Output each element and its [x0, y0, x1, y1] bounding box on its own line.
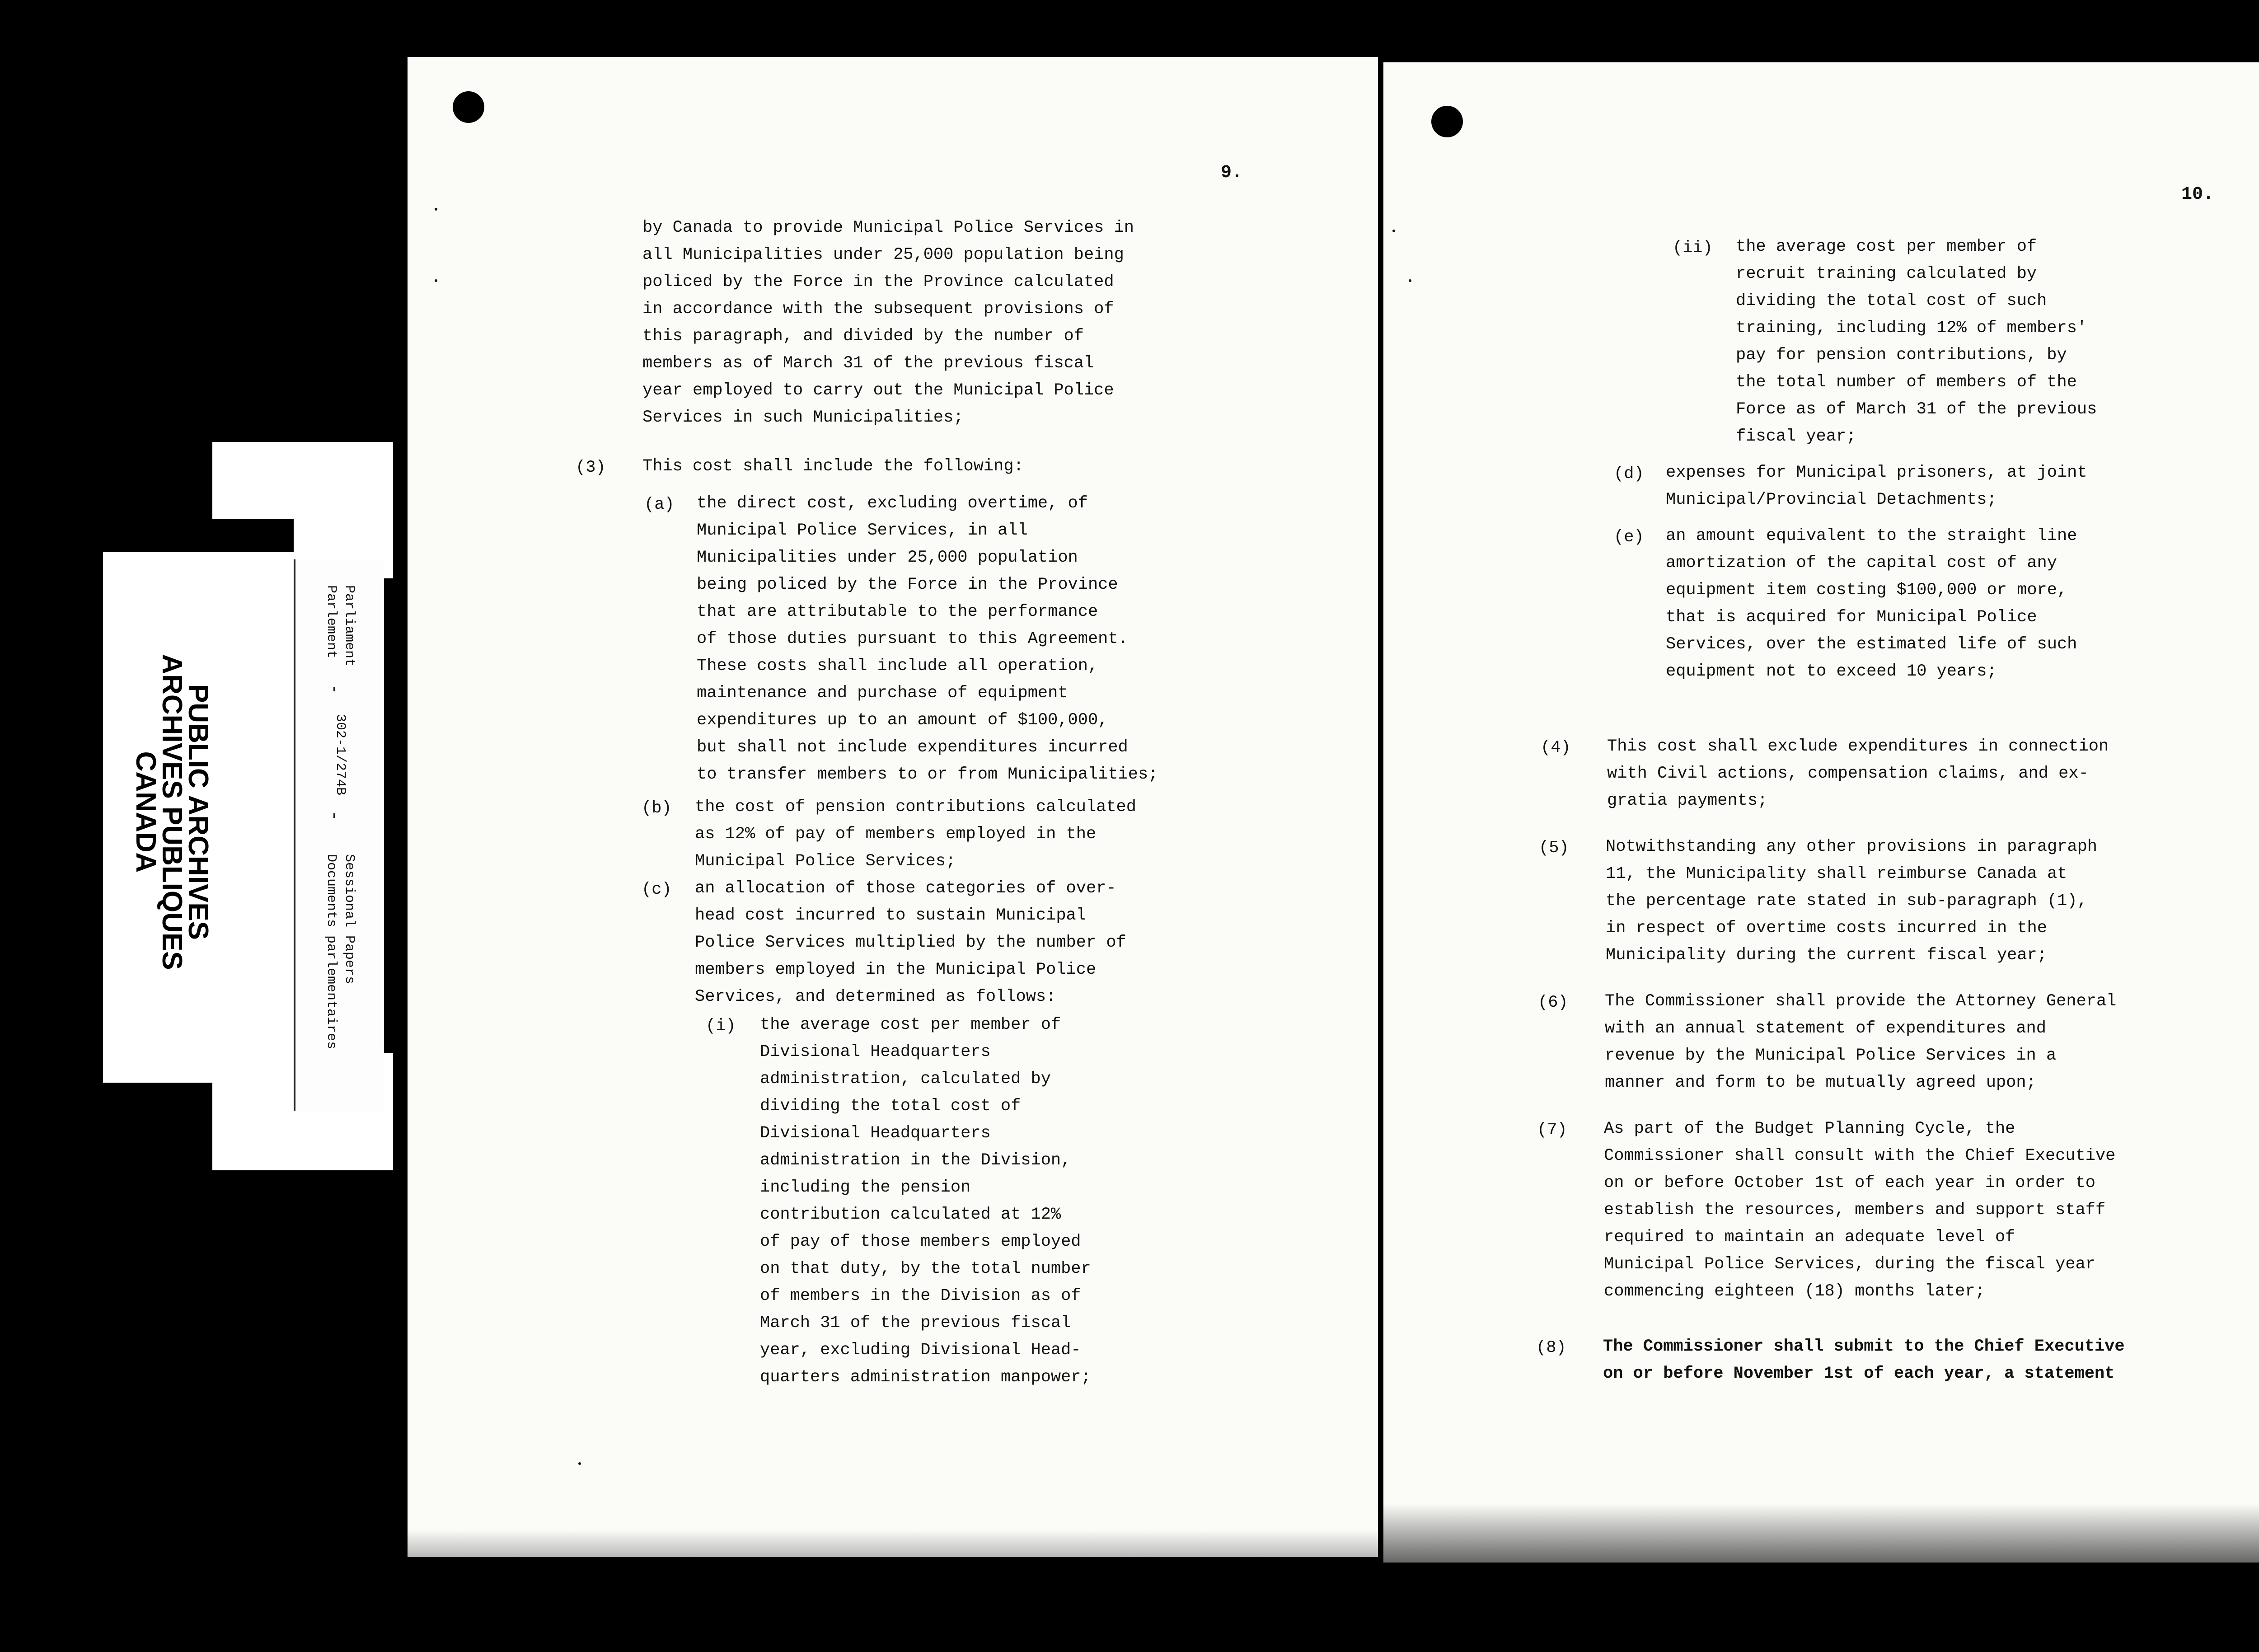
- text-line: Services, over the estimated life of such: [1666, 635, 2077, 654]
- archives-stamp-line: ARCHIVES PUBLIQUES: [156, 654, 187, 970]
- text-line: on that duty, by the total number: [760, 1259, 1091, 1278]
- section-marker: (4): [1541, 738, 1571, 757]
- text-line: Police Services multiplied by the number of: [695, 933, 1126, 952]
- section-6-text: [1605, 988, 2116, 1096]
- archives-stamp: [130, 609, 214, 1015]
- text-line: Services, and determined as follows:: [695, 987, 1056, 1006]
- text-line: Municipal Police Services, in all: [697, 521, 1028, 540]
- archives-stamp-line: CANADA: [130, 751, 161, 873]
- text-line: March 31 of the previous fiscal: [760, 1314, 1071, 1333]
- text-line: Services in such Municipalities;: [642, 408, 964, 427]
- item-e-text: [1666, 522, 2077, 685]
- text-line: being policed by the Force in the Province: [697, 575, 1118, 594]
- text-line: 11, the Municipality shall reimburse Canada at: [1606, 864, 2067, 883]
- item-marker: (c): [642, 880, 672, 899]
- text-line: revenue by the Municipal Police Services in a: [1605, 1046, 2057, 1065]
- text-line: with an annual statement of expenditures and: [1605, 1019, 2046, 1038]
- text-line: dividing the total cost of: [760, 1097, 1021, 1116]
- subitem-i-text: [760, 1011, 1091, 1391]
- text-line: The Commissioner shall provide the Attorney General: [1605, 992, 2117, 1011]
- text-line: Municipalities under 25,000 population: [697, 548, 1078, 567]
- reference-number: 302-1/274B: [333, 714, 348, 796]
- item-a-text: [697, 490, 1158, 788]
- text-line: the percentage rate stated in sub-paragraph (1),: [1606, 892, 2087, 910]
- text-line: with Civil actions, compensation claims, and ex-: [1607, 764, 2089, 783]
- text-line: the cost of pension contributions calculated: [695, 798, 1136, 817]
- text-line: year employed to carry out the Municipal Police: [642, 381, 1114, 400]
- text-line: gratia payments;: [1607, 791, 1768, 810]
- text-line: of members in the Division as of: [760, 1286, 1081, 1305]
- text-line: by Canada to provide Municipal Police Services in: [642, 218, 1134, 237]
- text-line: an amount equivalent to the straight line: [1666, 526, 2077, 545]
- text-line: on or before November 1st of each year, a statement: [1603, 1364, 2115, 1383]
- text-line: As part of the Budget Planning Cycle, the: [1604, 1119, 2015, 1138]
- text-line: head cost incurred to sustain Municipal: [695, 906, 1086, 925]
- document-page-9: [408, 57, 1378, 1557]
- text-line: administration in the Division,: [760, 1151, 1071, 1170]
- archives-stamp-line: PUBLIC ARCHIVES: [183, 684, 214, 940]
- text-line: in respect of overtime costs incurred in the: [1606, 919, 2047, 938]
- text-line: expenses for Municipal prisoners, at joint: [1666, 463, 2087, 482]
- text-line: to transfer members to or from Municipalities;: [697, 765, 1158, 784]
- section-5-text: [1606, 833, 2097, 969]
- text-line: Notwithstanding any other provisions in paragraph: [1606, 837, 2097, 856]
- text-line: Divisional Headquarters: [760, 1042, 991, 1061]
- parliament-label-fr: Parlement: [323, 585, 339, 659]
- tag-divider: [333, 687, 335, 691]
- text-line: but shall not include expenditures incurred: [697, 738, 1128, 757]
- text-line: training, including 12% of members': [1736, 319, 2087, 338]
- text-line: required to maintain an adequate level of: [1604, 1228, 2015, 1247]
- text-line: pay for pension contributions, by: [1736, 346, 2067, 365]
- text-line: The Commissioner shall submit to the Chief Executive: [1603, 1337, 2125, 1356]
- text-line: members employed in the Municipal Police: [695, 960, 1097, 979]
- section-4-text: [1607, 733, 2109, 814]
- item-marker: (d): [1614, 465, 1644, 483]
- section-8-text: [1603, 1333, 2125, 1387]
- item-d-text: [1666, 459, 2087, 513]
- scan-speck: [435, 279, 437, 282]
- text-line: expenditures up to an amount of $100,000,: [697, 711, 1108, 730]
- scan-shadow: [1383, 1504, 2259, 1563]
- text-line: equipment not to exceed 10 years;: [1666, 662, 1997, 681]
- text-line: including the pension: [760, 1178, 971, 1197]
- section-marker: (7): [1537, 1121, 1567, 1140]
- text-line: Municipal/Provincial Detachments;: [1666, 490, 1997, 509]
- document-page-10: [1383, 62, 2259, 1563]
- text-line: Municipal Police Services, during the fiscal year: [1604, 1255, 2095, 1274]
- text-line: contribution calculated at 12%: [760, 1205, 1061, 1224]
- subitem-marker: (ii): [1673, 239, 1713, 258]
- scan-speck: [435, 208, 437, 211]
- text-line: This cost shall exclude expenditures in connection: [1607, 737, 2109, 756]
- item-marker: (a): [644, 495, 675, 514]
- text-line: that is acquired for Municipal Police: [1666, 608, 2037, 627]
- text-line: as 12% of pay of members employed in the: [695, 825, 1097, 844]
- text-line: the total number of members of the: [1736, 373, 2077, 392]
- text-line: policed by the Force in the Province calculated: [642, 272, 1114, 291]
- section-marker: (3): [576, 458, 606, 477]
- text-line: manner and form to be mutually agreed upon;: [1605, 1073, 2036, 1092]
- text-line: establish the resources, members and support staff: [1604, 1201, 2106, 1220]
- continuation-paragraph: [642, 214, 1134, 431]
- scan-speck: [578, 1462, 581, 1465]
- text-line: quarters administration manpower;: [760, 1368, 1091, 1387]
- text-line: Municipality during the current fiscal year;: [1606, 946, 2047, 965]
- text-line: in accordance with the subsequent provisions of: [642, 300, 1114, 319]
- sessional-label-en: Sessional Papers: [342, 854, 357, 985]
- text-line: These costs shall include all operation,: [697, 657, 1098, 676]
- punch-hole: [1431, 106, 1463, 137]
- text-line: commencing eighteen (18) months later;: [1604, 1282, 1985, 1301]
- text-line: the average cost per member of: [1736, 237, 2037, 256]
- text-line: administration, calculated by: [760, 1070, 1051, 1089]
- text-line: of those duties pursuant to this Agreement.: [697, 629, 1128, 648]
- subitem-ii-text: [1736, 233, 2097, 450]
- text-line: this paragraph, and divided by the number of: [642, 327, 1084, 346]
- text-line: members as of March 31 of the previous fiscal: [642, 354, 1094, 373]
- scan-speck: [1392, 230, 1395, 232]
- text-line: Commissioner shall consult with the Chief Executive: [1604, 1146, 2116, 1165]
- section-7-text: [1604, 1115, 2115, 1305]
- text-line: the average cost per member of: [760, 1015, 1061, 1034]
- text-line: dividing the total cost of such: [1736, 291, 2047, 310]
- parliament-label-en: Parliament: [342, 585, 357, 667]
- subitem-marker: (i): [706, 1017, 736, 1036]
- punch-hole: [453, 91, 484, 123]
- page-number: 9.: [1221, 163, 1243, 183]
- sessional-label-fr: Documents parlementaires: [323, 854, 339, 1050]
- text-line: that are attributable to the performance: [697, 602, 1098, 621]
- text-line: the direct cost, excluding overtime, of: [697, 494, 1088, 513]
- text-line: on or before October 1st of each year in order to: [1604, 1173, 2095, 1192]
- page-number: 10.: [2181, 184, 2214, 205]
- text-line: amortization of the capital cost of any: [1666, 554, 2057, 573]
- item-b-text: [695, 793, 1136, 875]
- text-line: all Municipalities under 25,000 population being: [642, 245, 1124, 264]
- text-line: recruit training calculated by: [1736, 264, 2037, 283]
- text-line: Force as of March 31 of the previous: [1736, 400, 2097, 419]
- tag-divider: [333, 813, 335, 818]
- text-line: fiscal year;: [1736, 427, 1856, 446]
- text-line: of pay of those members employed: [760, 1232, 1081, 1251]
- item-marker: (b): [642, 799, 672, 818]
- text-line: Divisional Headquarters: [760, 1124, 991, 1143]
- text-line: an allocation of those categories of over-: [695, 879, 1116, 898]
- section-marker: (5): [1539, 839, 1569, 858]
- text-line: equipment item costing $100,000 or more,: [1666, 581, 2067, 600]
- text-line: Municipal Police Services;: [695, 852, 956, 871]
- section-text: This cost shall include the following:: [642, 457, 1024, 476]
- scan-shadow: [408, 1530, 1378, 1557]
- text-line: year, excluding Divisional Head-: [760, 1341, 1081, 1360]
- tag-card-front: [294, 559, 384, 1111]
- item-marker: (e): [1614, 528, 1644, 547]
- item-c-text: [695, 875, 1126, 1010]
- scan-speck: [1409, 279, 1411, 282]
- section-marker: (6): [1538, 993, 1568, 1012]
- text-line: maintenance and purchase of equipment: [697, 684, 1068, 703]
- section-marker: (8): [1536, 1338, 1566, 1357]
